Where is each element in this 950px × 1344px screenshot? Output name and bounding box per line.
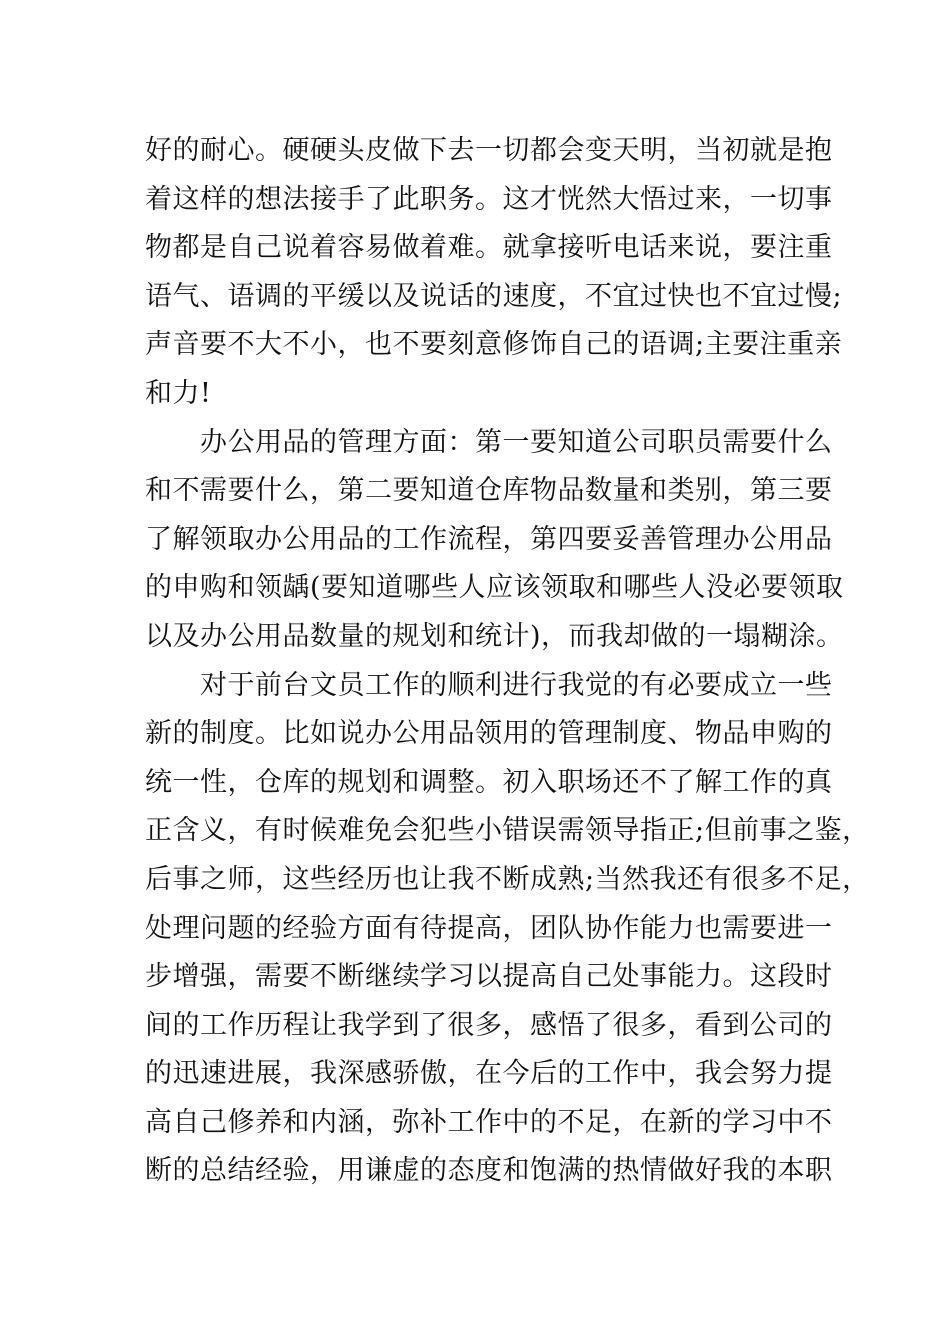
text-line-21: 高自己修养和内涵，弥补工作中的不足，在新的学习中不 [145, 1106, 833, 1138]
text-line-3: 物都是自己说着容易做着难。就拿接听电话来说，要注重 [145, 232, 833, 264]
text-line-4: 语气、语调的平缓以及说话的速度，不宜过快也不宜过慢; [145, 280, 843, 312]
text-line-9: 了解领取办公用品的工作流程，第四要妥善管理办公用品 [145, 523, 833, 555]
text-line-12: 对于前台文员工作的顺利进行我觉的有必要成立一些 [145, 669, 833, 701]
text-line-11: 以及办公用品数量的规划和统计)，而我却做的一塌糊涂。 [145, 620, 844, 652]
text-line-19: 间的工作历程让我学到了很多，感悟了很多，看到公司的 [145, 1009, 833, 1041]
text-line-16: 后事之师，这些经历也让我不断成熟;当然我还有很多不足， [145, 863, 870, 895]
text-line-22: 断的总结经验，用谦虚的态度和饱满的热情做好我的本职 [145, 1155, 833, 1187]
body-text [145, 127, 870, 1196]
text-line-13: 新的制度。比如说办公用品领用的管理制度、物品申购的 [145, 718, 833, 750]
text-line-15: 正含义，有时候难免会犯些小错误需领导指正;但前事之鉴， [145, 815, 870, 847]
text-line-20: 的迅速进展，我深感骄傲，在今后的工作中，我会努力提 [145, 1058, 833, 1090]
text-line-18: 步增强，需要不断继续学习以提高自己处事能力。这段时 [145, 961, 833, 993]
text-line-10: 的申购和领龋(要知道哪些人应该领取和哪些人没必要领取 [145, 572, 844, 604]
text-line-14: 统一性，仓库的规划和调整。初入职场还不了解工作的真 [145, 766, 833, 798]
text-line-7: 办公用品的管理方面：第一要知道公司职员需要什么 [145, 426, 833, 458]
text-line-17: 处理问题的经验方面有待提高，团队协作能力也需要进一 [145, 912, 833, 944]
text-line-6: 和力! [145, 377, 212, 409]
text-line-1: 好的耐心。硬硬头皮做下去一切都会变天明，当初就是抱 [145, 135, 833, 166]
text-line-2: 着这样的想法接手了此职务。这才恍然大悟过来，一切事 [145, 183, 833, 215]
text-line-8: 和不需要什么，第二要知道仓库物品数量和类别，第三要 [145, 475, 833, 507]
text-line-5: 声音要不大不小，也不要刻意修饰自己的语调;主要注重亲 [145, 329, 843, 361]
